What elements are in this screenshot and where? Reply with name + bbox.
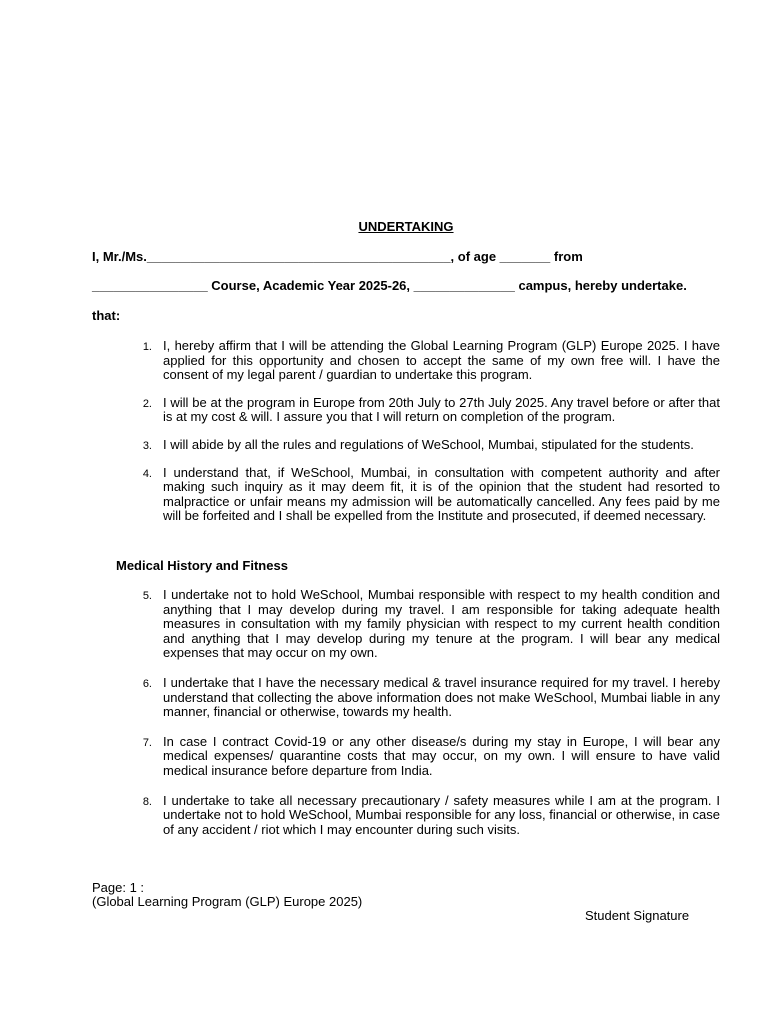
document-title: UNDERTAKING	[358, 219, 454, 234]
undertaking-list-medical	[134, 588, 720, 837]
list-item	[134, 676, 720, 720]
list-number: 6.	[142, 677, 152, 690]
section-heading-medical: Medical History and Fitness	[116, 558, 288, 573]
list-item	[134, 339, 720, 383]
list-text: I, hereby affirm that I will be attending the Global Learning Program (GLP) Europe 2025. I have applied for this opportunity and chosen to accept the same of my own free will. I have the consent of my legal parent / guardian to undertake this program.	[163, 338, 720, 383]
list-item	[134, 735, 720, 779]
undertaking-list-general	[134, 339, 720, 524]
list-number: 5.	[142, 590, 152, 602]
list-item	[134, 588, 720, 661]
list-item	[134, 466, 720, 524]
footer-page-number: Page: 1 :	[92, 880, 145, 895]
list-number: 1.	[142, 341, 152, 353]
list-number: 7.	[142, 736, 152, 749]
list-text: I undertake to take all necessary precautionary / safety measures while I am at the program. I undertake not to hold WeSchool, Mumbai responsible for any loss, financial or otherwise, in case of any accident / riot which I may encounter during such visits.	[163, 792, 720, 837]
list-item	[134, 438, 720, 453]
declaration-line-that: that:	[92, 308, 121, 323]
list-item	[134, 794, 720, 838]
list-number: 2.	[142, 397, 152, 410]
list-text: I understand that, if WeSchool, Mumbai, in consultation with competent authority and after making such inquiry as it may deem fit, it is of the opinion that the student had resorted to malpractice or unfair means my admission will be automatically cancelled. Any fees paid by me will be forfeited and I shall be expelled from the Institute and prosecuted, if deemed necessary.	[163, 464, 720, 524]
list-number: 4.	[142, 467, 152, 480]
list-number: 3.	[142, 439, 152, 452]
list-text: I will abide by all the rules and regulations of WeSchool, Mumbai, stipulated for the students.	[163, 436, 694, 452]
declaration-line-course: ________________ Course, Academic Year 2025-26, ______________ campus, hereby undertake.	[92, 278, 687, 293]
footer-program-name: (Global Learning Program (GLP) Europe 2025)	[92, 894, 363, 909]
list-text: In case I contract Covid-19 or any other disease/s during my stay in Europe, I will bear any medical expenses/ quarantine costs that may occur, on my own. I will ensure to have valid medical insurance before departure from India.	[163, 733, 720, 778]
list-text: I will be at the program in Europe from 20th July to 27th July 2025. Any travel before or after that is at my cost & will. I assure you that I will return on completion of the program.	[163, 394, 720, 425]
list-text: I undertake that I have the necessary medical & travel insurance required for my travel. I hereby understand that collecting the above information does not make WeSchool, Mumbai liable in any manner, financial or otherwise, towards my health.	[163, 674, 720, 720]
list-text: I undertake not to hold WeSchool, Mumbai responsible with respect to my health condition and anything that I may develop during my travel. I am responsible for taking adequate health measures in consultation with my family physician with respect to my current health condition and anything that I may develop during my tenure at the program. I will bear any medical expenses that may occur on my own.	[163, 587, 720, 661]
declaration-line-name: I, Mr./Ms.__________________________________________, of age _______ from	[92, 249, 583, 264]
list-item	[134, 396, 720, 425]
list-number: 8.	[142, 795, 152, 808]
student-signature-label: Student Signature	[585, 908, 690, 923]
